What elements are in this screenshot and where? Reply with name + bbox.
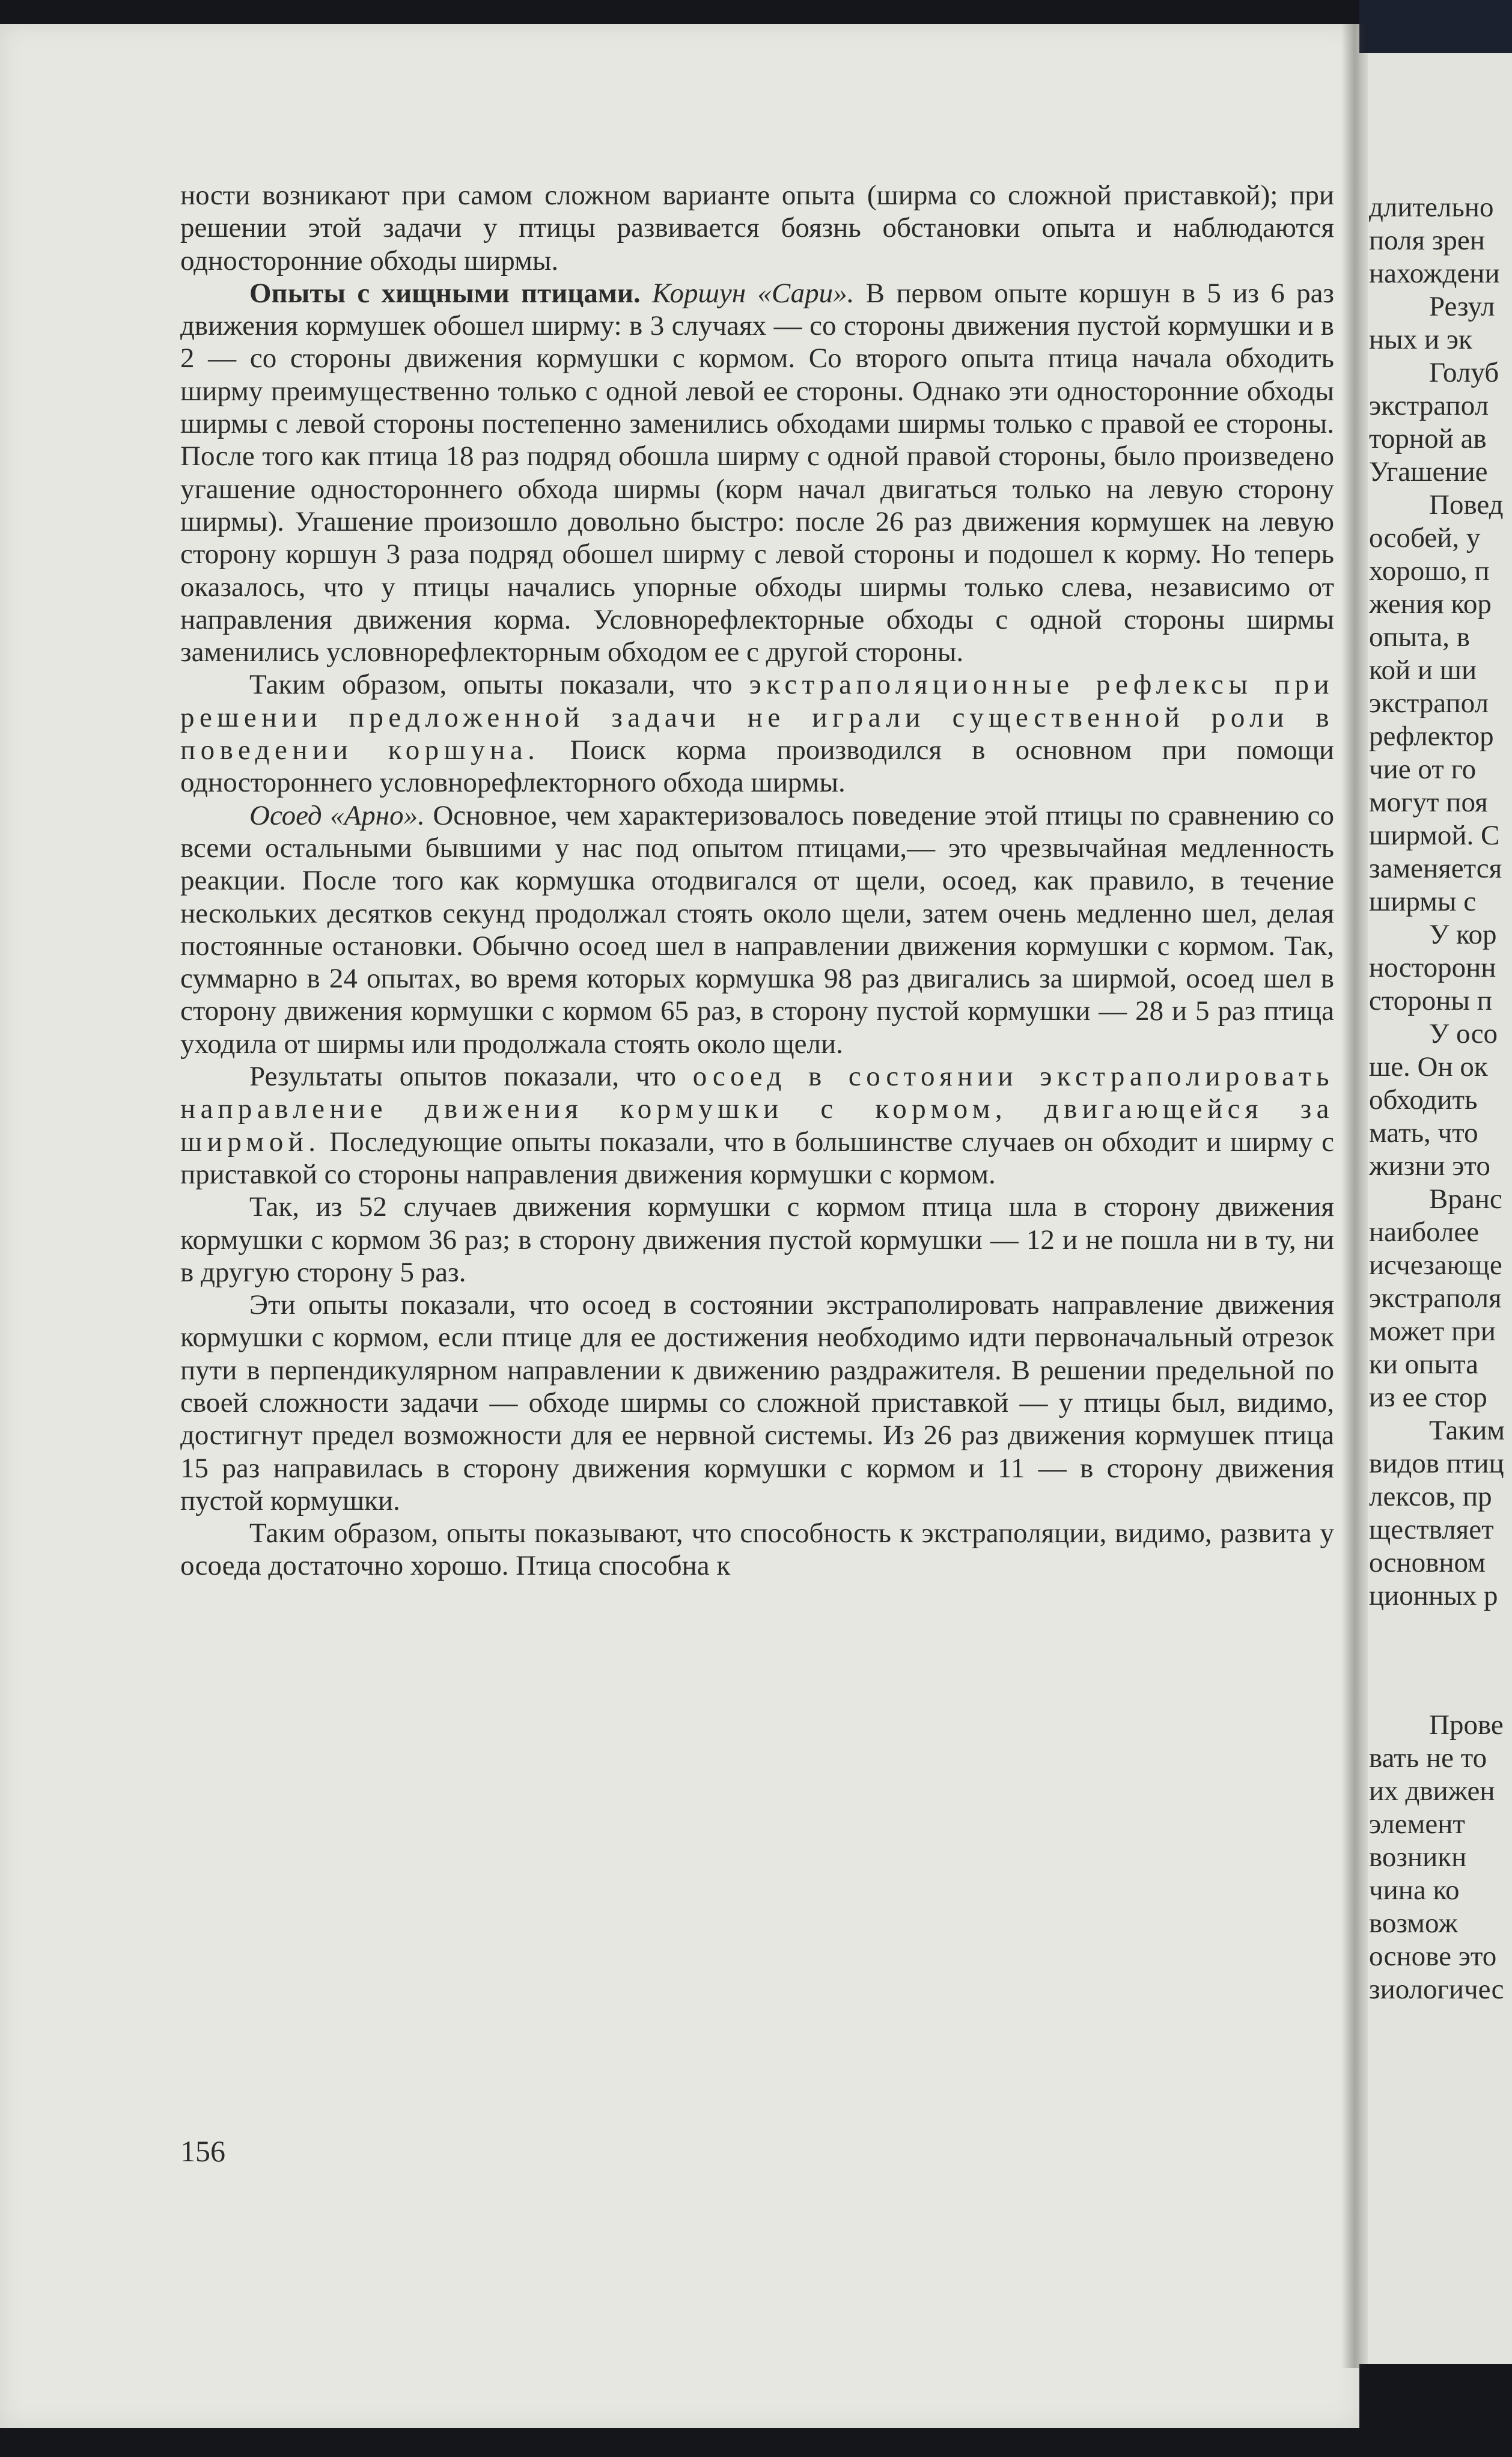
paragraph-text: Таким образом, опыты показали, что <box>249 669 733 701</box>
emphasized-conclusion: осоед в состоянии экстраполировать направление движения кормушки с кормом, двигающейся за ширмой. <box>180 1061 1334 1158</box>
facing-line: ционных р <box>1369 1580 1498 1611</box>
paragraph-text: Последующие опыты показали, что в большинстве случаев он обходит и ширму с приставкой со стороны направления движения кормушки с кормом. <box>180 1126 1334 1190</box>
paragraph-text: Основное, чем характеризовалось поведение этой птицы по сравнению со всеми остальными бывшими у нас под опытом птицами,— это чрезвычайная медленность реакции. После того как кормушка отодвигался от щели, осоед, как правило, в течение нескольких десятков секунд продолжал стоять около щели, затем очень медленно шел, делая постоянные остановки. Обычно осоед шел в направлении движения кормушки с кормом. Так, суммарно в 24 опытах, во время которых кормушка 98 раз двигались за ширмой, осоед шел в сторону движения кормушки с кормом 65 раз, в сторону пустой кормушки — 28 и 5 раз птица уходила от ширмы или продолжала стоять около щели. <box>180 799 1335 1060</box>
paragraph <box>180 1517 1334 1583</box>
emphasized-conclusion: экстраполяционные рефлексы при решении предложенной задачи не играли существенной роли в поведении коршуна. <box>180 669 1335 766</box>
facing-line: ки опыта <box>1369 1349 1478 1380</box>
facing-line: Вранс <box>1429 1183 1502 1215</box>
facing-line: жизни это <box>1369 1150 1490 1182</box>
paragraph <box>180 179 1334 277</box>
facing-line: экстрапол <box>1369 688 1489 719</box>
facing-line: Голуб <box>1429 357 1499 388</box>
facing-line: носторонн <box>1369 952 1496 983</box>
facing-line: ных и эк <box>1369 324 1472 355</box>
paragraph-text: В первом опыте коршун в 5 из 6 раз движения кормушек обошел ширму: в 3 случаях — со стороны движения пустой кормушки и в 2 — со стороны движения кормушки с кормом. Со второго опыта птица начала обходить ширму преимущественно только с одной левой ее стороны. Однако эти односторонние обходы ширмы с левой стороны постепенно заменились обходами ширмы только с правой ее стороны. После того как птица 18 раз подряд обошла ширму с одной правой стороны, было произведено угашение одностороннего обхода ширмы (корм начал двигаться только на левую сторону ширмы). Угашение произошло довольно быстро: после 26 раз движения кормушек на левую сторону коршун 3 раза подряд обошел ширму с левой стороны и подошел к корму. Но теперь оказалось, что у птицы начались упорные обходы ширмы только слева, независимо от направления движения корма. Условнорефлекторные обходы с одной стороны ширмы заменились условнорефлекторным обходом ее с другой стороны. <box>180 277 1334 668</box>
left-page <box>0 24 1359 2428</box>
paragraph-text: Результаты опытов показали, что <box>249 1061 676 1093</box>
facing-line: элемент <box>1369 1808 1465 1840</box>
page-number: 156 <box>180 2134 225 2168</box>
facing-line: Резул <box>1429 291 1495 322</box>
facing-line: заменяется <box>1369 853 1502 884</box>
facing-line: возмож <box>1369 1908 1458 1939</box>
facing-line: У осо <box>1429 1018 1498 1049</box>
page-body-text <box>180 179 1334 1583</box>
facing-line: торной ав <box>1369 423 1487 454</box>
subject-name: Осоед «Арно». <box>249 799 425 831</box>
facing-line: ширмы с <box>1369 886 1477 917</box>
paragraph <box>180 277 1334 669</box>
facing-line: основе это <box>1369 1941 1497 1972</box>
facing-page <box>1359 53 1512 2364</box>
paragraph <box>180 1289 1334 1517</box>
line-gap <box>1369 1613 1512 1709</box>
section-heading: Опыты с хищными птицами. <box>249 277 641 309</box>
facing-line: ше. Он ок <box>1369 1051 1488 1082</box>
facing-line: может при <box>1369 1316 1496 1347</box>
facing-line: экстрапол <box>1369 390 1489 421</box>
facing-line: обходить <box>1369 1084 1478 1116</box>
facing-line: видов птиц <box>1369 1448 1504 1479</box>
facing-line: их движен <box>1369 1775 1495 1807</box>
paragraph <box>180 1060 1334 1191</box>
facing-line: кой и ши <box>1369 655 1477 686</box>
facing-line: исчезающе <box>1369 1250 1502 1281</box>
facing-line: основном <box>1369 1547 1486 1578</box>
facing-line: У кор <box>1429 919 1497 950</box>
paragraph <box>180 668 1334 799</box>
facing-line: поля зрен <box>1369 225 1485 256</box>
facing-line: ществляет <box>1369 1514 1494 1545</box>
facing-line: чина ко <box>1369 1875 1460 1906</box>
facing-line: экстраполя <box>1369 1283 1502 1314</box>
facing-line: Прове <box>1429 1709 1504 1741</box>
facing-line: могут поя <box>1369 787 1488 818</box>
facing-line: Угашение <box>1369 456 1488 487</box>
facing-line: опыта, в <box>1369 621 1470 653</box>
paragraph-text: Так, из 52 случаев движения кормушки с кормом птица шла в сторону движения кормушки с кормом 36 раз; в сторону движения пустой кормушки — 12 и не пошла ни в ту, ни в другую сторону 5 раз. <box>180 1191 1334 1288</box>
paragraph <box>180 1191 1334 1289</box>
facing-line: из ее стор <box>1369 1382 1487 1413</box>
facing-line: мать, что <box>1369 1117 1478 1149</box>
facing-line: длительно <box>1369 192 1494 223</box>
facing-line: хорошо, п <box>1369 555 1490 587</box>
paragraph-text: Поиск корма производился в основном при помощи одностороннего условнорефлекторного обхода ширмы. <box>180 734 1334 799</box>
paragraph <box>180 799 1334 1060</box>
facing-line: чие от го <box>1369 754 1477 785</box>
facing-line: Повед <box>1429 489 1504 520</box>
facing-line: наиболее <box>1369 1216 1480 1248</box>
facing-line: лексов, пр <box>1369 1481 1492 1512</box>
paragraph-text: ности возникают при самом сложном варианте опыта (ширма со сложной приставкой); при решении этой задачи у птицы развивается боязнь обстановки опыта и наблюдаются односторонние обходы ширмы. <box>180 180 1334 276</box>
background-strip <box>1359 0 1512 53</box>
facing-line: рефлектор <box>1369 721 1494 752</box>
facing-line: зиологичес <box>1369 1974 1504 2005</box>
subject-name: Коршун «Сари». <box>652 277 855 309</box>
paragraph-text: Таким образом, опыты показывают, что способность к экстраполяции, видимо, развита у осоеда достаточно хорошо. Птица способна к <box>180 1518 1334 1582</box>
paragraph-text: Эти опыты показали, что осоед в состоянии экстраполировать направление движения кормушки с кормом, если птице для ее достижения необходимо идти первоначальный отрезок пути в перпендикулярном направлении к движению раздражителя. В решении предельной по своей сложности задачи — обходе ширмы со сложной приставкой — у птицы был, видимо, достигнут предел возможности для ее нервной системы. Из 26 раз движения кормушек птица 15 раз направилась в сторону движения кормушки с кормом и 11 — в сторону движения пустой кормушки. <box>180 1289 1334 1516</box>
book-gutter <box>1341 24 1368 2368</box>
facing-line: возникн <box>1369 1842 1467 1873</box>
facing-line: вать не то <box>1369 1742 1487 1774</box>
facing-line: Таким <box>1429 1415 1505 1446</box>
facing-line: ширмой. С <box>1369 820 1500 851</box>
facing-line: нахождени <box>1369 258 1500 289</box>
facing-line: жения кор <box>1369 588 1492 620</box>
facing-line: стороны п <box>1369 985 1492 1016</box>
facing-line: особей, у <box>1369 522 1481 554</box>
facing-page-text <box>1369 191 1512 2006</box>
